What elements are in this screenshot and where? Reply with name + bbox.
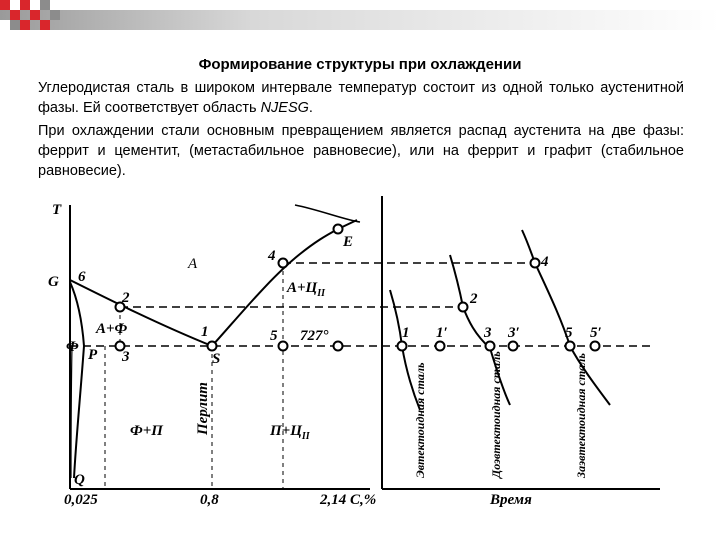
- curve-gp: [70, 282, 84, 346]
- point-r5p-marker: [591, 342, 600, 351]
- label-hypo-steel: Доэвтектоидная сталь: [489, 351, 503, 478]
- point-5-marker: [279, 342, 288, 351]
- label-r2: 2: [470, 291, 478, 307]
- label-r1p: 1′: [436, 325, 448, 341]
- point-r5-marker: [566, 342, 575, 351]
- label-1: 1: [201, 324, 209, 340]
- point-1-marker: [208, 342, 217, 351]
- point-r3p-marker: [509, 342, 518, 351]
- curve-upper: [295, 205, 360, 222]
- label-r3: 3: [484, 325, 492, 341]
- region-a-c-text: A+Ц: [287, 280, 318, 296]
- label-q: Q: [74, 472, 85, 488]
- region-p-c-sub: II: [301, 431, 310, 442]
- point-e-marker: [334, 225, 343, 234]
- curve-pq: [74, 346, 84, 478]
- label-e: E: [343, 234, 354, 250]
- label-r3p: 3′: [508, 325, 520, 341]
- point-4-marker: [279, 259, 288, 268]
- label-eutectoid-steel: Эвтектоидная сталь: [413, 362, 427, 478]
- point-r2-marker: [459, 303, 468, 312]
- point-727-marker: [334, 342, 343, 351]
- point-r1-marker: [398, 342, 407, 351]
- region-f-p: Ф+П: [130, 423, 163, 439]
- label-r5: 5: [565, 325, 573, 341]
- label-r1: 1: [402, 325, 410, 341]
- x-unit: C,%: [350, 492, 377, 508]
- label-hyper-steel: Заэвтектоидная сталь: [574, 353, 588, 478]
- point-r3-marker: [486, 342, 495, 351]
- label-p: P: [88, 347, 98, 363]
- point-r1p-marker: [436, 342, 445, 351]
- label-4: 4: [268, 248, 276, 264]
- label-g: G: [48, 274, 59, 290]
- paragraph-austenite-end: .: [308, 100, 313, 116]
- region-a-f: A+Ф: [96, 321, 128, 337]
- slide-title: Формирование структуры при охлаждении: [198, 56, 522, 73]
- label-r4: 4: [541, 254, 549, 270]
- label-phi: Ф: [66, 339, 79, 355]
- label-6: 6: [78, 269, 86, 285]
- curve-gs: [70, 280, 212, 346]
- region-a: A: [188, 256, 198, 272]
- tick-0025: 0,025: [64, 492, 98, 508]
- region-a-c: [286, 280, 326, 299]
- cooling-curve-hyper: [522, 230, 610, 405]
- label-pearlite: Перлит: [195, 382, 211, 435]
- region-a-c-sub: II: [317, 288, 326, 299]
- curve-q-thin: [71, 346, 72, 478]
- label-5: 5: [270, 328, 278, 344]
- point-r4-marker: [531, 259, 540, 268]
- axis-t-label: T: [52, 202, 62, 218]
- tick-214: 2,14: [320, 492, 347, 508]
- region-code: NJESG: [260, 100, 309, 116]
- region-p-c-text: П+Ц: [270, 423, 302, 439]
- time-label: Время: [490, 492, 532, 508]
- label-3: 3: [122, 349, 130, 365]
- paragraph-decomposition: При охлаждении стали основным превращением является распад аустенита на две фазы: феррит и цементит, (метастабильное равновесие), или на феррит и графит (стабильное равновесие).: [38, 123, 684, 179]
- label-727: 727°: [300, 328, 329, 344]
- label-s: S: [212, 351, 221, 367]
- region-p-c: [269, 423, 311, 442]
- paragraph-austenite-text: Углеродистая сталь в широком интервале температур состоит из одной только аустенитной фазы. Ей соответствует область: [38, 80, 684, 116]
- label-r5p: 5′: [590, 325, 602, 341]
- label-2: 2: [122, 290, 130, 306]
- tick-08: 0,8: [200, 492, 219, 508]
